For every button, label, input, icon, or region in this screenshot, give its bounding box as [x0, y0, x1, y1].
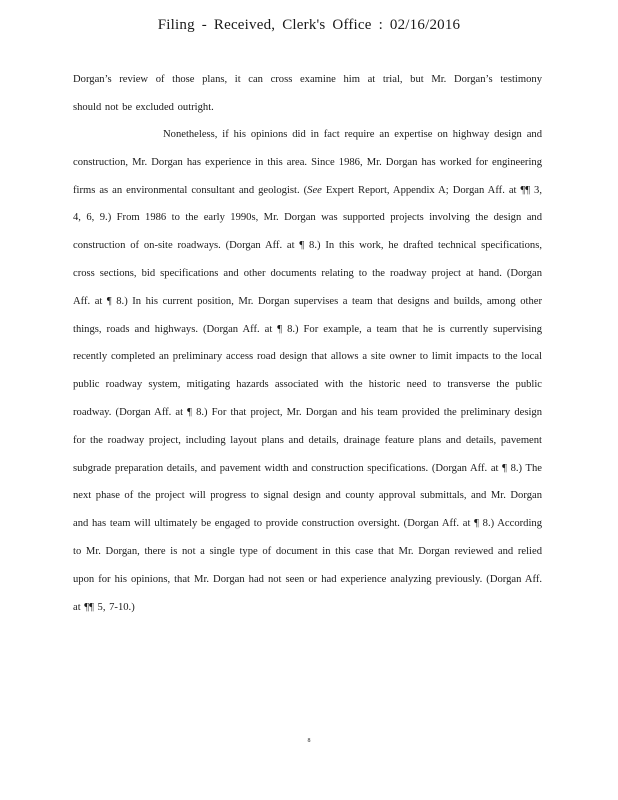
- paragraph-continuation: [73, 66, 542, 122]
- paragraph-nonetheless: [73, 121, 542, 621]
- paragraph-1-line-2: should not be excluded outright.: [73, 101, 214, 113]
- page-number: 8: [307, 738, 311, 744]
- paragraph-2-text-after-see: Expert Report, Appendix A; Dorgan Aff. at ¶¶ 3, 4, 6, 9.) From 1986 to the early 1990s, Mr. Dorgan was supported projects involving the design and construction of on-site roadways. (Dorgan Aff. at ¶ 8.) In this work, he drafted technical specifications, cross sections, bid specifications and other documents relating to the roadway project at hand. (Dorgan Aff. at ¶ 8.) In his current position, Mr. Dorgan supervises a team that designs and builds, among other things, roads and highways. (Dorgan Aff. at ¶ 8.) For example, a team that he is currently supervising recently completed an preliminary access road design that allows a site owner to limit impacts to the local public roadway system, mitigating hazards associated with the historic need to transverse the public roadway. (Dorgan Aff. at ¶ 8.) For that project, Mr. Dorgan and his team provided the preliminary design for the roadway project, including layout plans and details, drainage feature plans and details, pavement subgrade preparation details, and pavement width and construction specifications. (Dorgan Aff. at ¶ 8.) The next phase of the project will progress to signal design and county approval submittals, and Mr. Dorgan and has team will ultimately be engaged to provide construction oversight. (Dorgan Aff. at ¶ 8.) According to Mr. Dorgan, there is not a single type of document in this case that Mr. Dorgan reviewed and relied upon for his opinions, that Mr. Dorgan had not seen or had experience analyzing previously. (Dorgan Aff. at ¶¶ 5, 7-10.): [73, 184, 542, 613]
- paragraph-1-line-1: Dorgan’s review of those plans, it can cross examine him at trial, but Mr. Dorgan’s testimony: [73, 74, 542, 85]
- paragraph-2-text-before-see: Nonetheless, if his opinions did in fact require an expertise on highway design and construction, Mr. Dorgan has experience in this area. Since 1986, Mr. Dorgan has worked for engineering firms as an environmental consultant and geologist. (: [73, 129, 542, 196]
- see-citation-signal: See: [307, 184, 322, 196]
- filing-stamp-header: Filing - Received, Clerk's Office : 02/16/2016: [157, 17, 461, 33]
